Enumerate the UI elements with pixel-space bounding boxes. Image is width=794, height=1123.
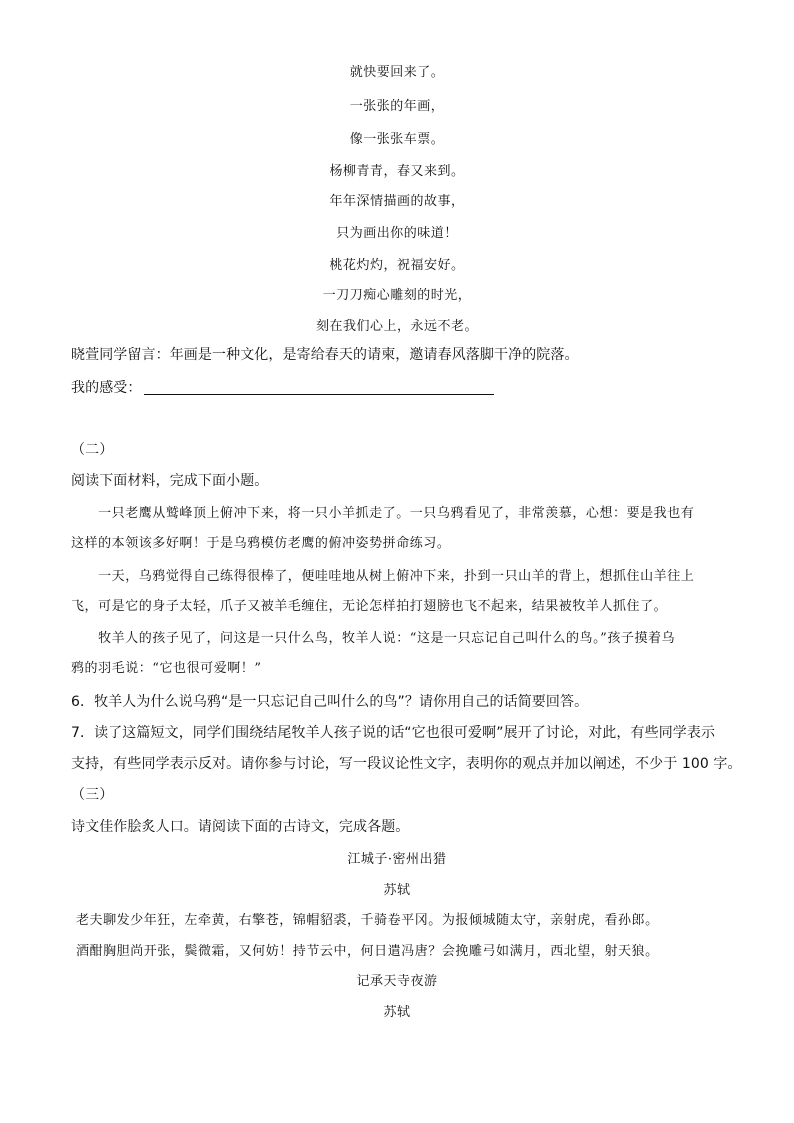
poem-line: 桃花灼灼，祝福安好。 <box>329 258 465 273</box>
question-7-line: 7．读了这篇短文，同学们围绕结尾牧羊人孩子说的话“它也很可爱啊”展开了讨论，对此，有些同学表示 <box>71 725 716 741</box>
section-three-heading: （三） <box>71 787 114 803</box>
question-7-line: 支持，有些同学表示反对。请你参与讨论，写一段议论性文字，表明你的观点并加以阐述，不少于 100 字。 <box>71 756 742 772</box>
story-line: 一只老鹰从鹫峰顶上俯冲下来，将一只小羊抓走了。一只乌鸦看见了，非常羡慕，心想：要是我也有 <box>71 506 695 521</box>
feeling-label: 我的感受： <box>71 380 142 396</box>
poem-line: 就快要回来了。 <box>349 65 445 80</box>
poem-line: 只为画出你的味道！ <box>336 226 458 241</box>
classic-author: 苏轼 <box>383 883 411 898</box>
poem-line: 刻在我们心上，永远不老。 <box>315 319 478 334</box>
story-line: 牧羊人的孩子见了，问这是一只什么鸟，牧羊人说：“这是一只忘记自己叫什么的鸟。”孩子摸着乌 <box>71 631 676 646</box>
story-line: 鸦的羽毛说：“它也很可爱啊！” <box>71 661 262 676</box>
poem-line: 年年深情描画的故事， <box>329 194 465 209</box>
classic-poem-line: 老夫聊发少年狂，左牵黄，右擎苍，锦帽貂裘，千骑卷平冈。为报倾城随太守，亲射虎，看孙郎。 <box>76 913 659 928</box>
poem-line: 像一张张车票。 <box>349 132 445 147</box>
classic-author: 苏轼 <box>383 1005 411 1020</box>
section-two-heading: （二） <box>71 442 114 458</box>
section-two-instruction: 阅读下面材料，完成下面小题。 <box>71 473 269 489</box>
question-6: 6．牧羊人为什么说乌鸦“是一只忘记自己叫什么的鸟”？请你用自己的话简要回答。 <box>71 694 589 710</box>
section-three-instruction: 诗文佳作脍炙人口。请阅读下面的古诗文，完成各题。 <box>71 819 410 835</box>
classic-poem-line: 酒酣胸胆尚开张，鬓微霜，又何妨！持节云中，何日遣冯唐？会挽雕弓如满月，西北望，射天狼。 <box>76 944 659 959</box>
story-line: 飞，可是它的身子太轻，爪子又被羊毛缠住，无论怎样拍打翅膀也飞不起来，结果被牧羊人抓住了。 <box>71 599 668 614</box>
story-line: 这样的本领该多好啊！于是乌鸦模仿老鹰的俯冲姿势拼命练习。 <box>71 536 451 551</box>
poem-line: 一刀刀痴心雕刻的时光， <box>322 288 472 303</box>
classic-title: 记承天寺夜游 <box>356 974 438 989</box>
note-line: 晓萱同学留言：年画是一种文化，是寄给春天的请柬，邀请春风落脚干净的院落。 <box>71 347 579 363</box>
answer-blank[interactable] <box>144 394 494 395</box>
poem-line: 杨柳青青，春又来到。 <box>329 164 465 179</box>
story-line: 一天，乌鸦觉得自己练得很棒了，便哇哇地从树上俯冲下来，扑到一只山羊的背上，想抓住山羊往上 <box>71 569 695 584</box>
feeling-row <box>71 381 494 395</box>
poem-line: 一张张的年画， <box>349 99 445 114</box>
classic-title: 江城子·密州出猎 <box>347 852 447 867</box>
